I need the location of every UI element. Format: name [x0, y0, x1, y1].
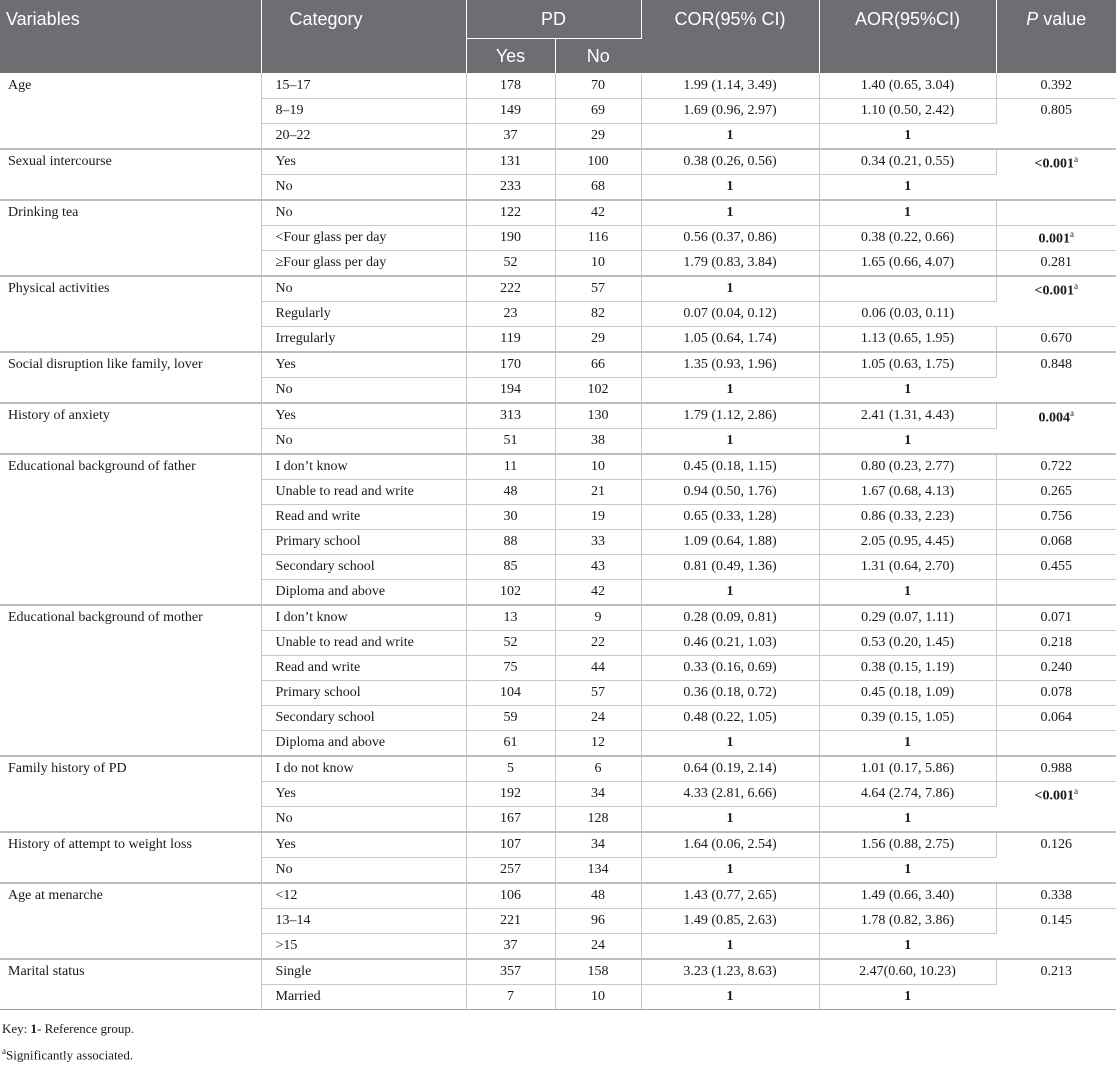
p-value-cell [996, 530, 1116, 555]
cor-cell: 1.09 (0.64, 1.88) [641, 530, 819, 555]
p-value: 0.265 [1040, 484, 1073, 499]
pd-no-cell: 44 [555, 656, 641, 681]
category-cell: Secondary school [261, 555, 466, 580]
pd-no-cell: 116 [555, 226, 641, 251]
pd-no-cell: 42 [555, 580, 641, 606]
pd-yes-cell: 48 [466, 480, 555, 505]
p-value-cell [996, 403, 1116, 454]
pd-yes-cell: 194 [466, 378, 555, 404]
pd-no-cell: 22 [555, 631, 641, 656]
significance-mark: a [1074, 786, 1078, 796]
p-value: 0.218 [1040, 635, 1073, 650]
pd-yes-cell: 37 [466, 934, 555, 960]
header-p-italic: P [1026, 9, 1039, 29]
aor-cell: 1 [819, 934, 996, 960]
pd-no-cell: 100 [555, 149, 641, 175]
cor-cell: 0.56 (0.37, 0.86) [641, 226, 819, 251]
pd-yes-cell: 149 [466, 99, 555, 124]
p-value-cell [996, 74, 1116, 99]
pd-yes-cell: 30 [466, 505, 555, 530]
table-row [0, 605, 1116, 631]
category-cell: No [261, 200, 466, 226]
category-cell: Yes [261, 403, 466, 429]
category-cell: <12 [261, 883, 466, 909]
cor-cell: 0.33 (0.16, 0.69) [641, 656, 819, 681]
p-value: 0.455 [1040, 559, 1073, 574]
pd-yes-cell: 190 [466, 226, 555, 251]
aor-cell: 4.64 (2.74, 7.86) [819, 782, 996, 807]
cor-cell: 1 [641, 124, 819, 150]
category-cell: No [261, 429, 466, 455]
variable-cell: Educational background of father [0, 454, 261, 605]
p-value-cell [996, 731, 1116, 757]
category-cell: <Four glass per day [261, 226, 466, 251]
pd-no-cell: 43 [555, 555, 641, 580]
aor-cell: 0.86 (0.33, 2.23) [819, 505, 996, 530]
pd-yes-cell: 13 [466, 605, 555, 631]
category-cell: Yes [261, 832, 466, 858]
header-category: Category [261, 0, 466, 74]
p-value-cell [996, 832, 1116, 883]
significance-mark: a [1070, 228, 1075, 239]
pd-yes-cell: 7 [466, 985, 555, 1010]
category-cell: Read and write [261, 656, 466, 681]
pd-no-cell: 57 [555, 681, 641, 706]
variable-cell: Drinking tea [0, 200, 261, 276]
pd-no-cell: 128 [555, 807, 641, 833]
cor-cell: 1 [641, 200, 819, 226]
table-row [0, 454, 1116, 480]
pd-yes-cell: 313 [466, 403, 555, 429]
header-pd-yes: Yes [466, 39, 555, 74]
footnote-key-bold: 1 [30, 1021, 38, 1036]
table-header [0, 0, 1116, 74]
variable-cell: History of anxiety [0, 403, 261, 454]
pd-no-cell: 68 [555, 175, 641, 201]
aor-cell: 2.05 (0.95, 4.45) [819, 530, 996, 555]
p-value-cell [996, 251, 1116, 277]
category-cell: Yes [261, 149, 466, 175]
header-variables: Variables [0, 0, 261, 74]
cor-cell: 4.33 (2.81, 6.66) [641, 782, 819, 807]
p-value: 0.392 [1040, 78, 1073, 93]
p-value-cell [996, 454, 1116, 480]
cor-cell: 0.46 (0.21, 1.03) [641, 631, 819, 656]
cor-cell: 0.28 (0.09, 0.81) [641, 605, 819, 631]
pd-yes-cell: 221 [466, 909, 555, 934]
pd-no-cell: 10 [555, 985, 641, 1010]
p-value-cell [996, 656, 1116, 681]
aor-cell: 1.40 (0.65, 3.04) [819, 74, 996, 99]
aor-cell: 0.06 (0.03, 0.11) [819, 302, 996, 327]
footnote-significance [2, 1040, 1116, 1062]
category-cell: Diploma and above [261, 731, 466, 757]
header-pd-no: No [555, 39, 641, 74]
p-value-cell [996, 352, 1116, 403]
cor-cell: 1 [641, 934, 819, 960]
pd-yes-cell: 119 [466, 327, 555, 353]
aor-cell: 1 [819, 985, 996, 1010]
pd-no-cell: 33 [555, 530, 641, 555]
table-row [0, 276, 1116, 302]
p-value: <0.001 [1034, 156, 1074, 172]
pd-no-cell: 24 [555, 934, 641, 960]
pd-yes-cell: 170 [466, 352, 555, 378]
category-cell: Diploma and above [261, 580, 466, 606]
category-cell: Yes [261, 782, 466, 807]
p-value-cell [996, 756, 1116, 782]
pd-no-cell: 34 [555, 782, 641, 807]
p-value-cell [996, 226, 1116, 251]
cor-cell: 1.79 (1.12, 2.86) [641, 403, 819, 429]
variable-cell: Age at menarche [0, 883, 261, 959]
header-pd: PD [466, 0, 641, 39]
pd-yes-cell: 106 [466, 883, 555, 909]
significance-mark: a [1070, 408, 1075, 418]
aor-cell: 1 [819, 378, 996, 404]
pd-no-cell: 21 [555, 480, 641, 505]
aor-cell: 2.41 (1.31, 4.43) [819, 403, 996, 429]
pd-no-cell: 42 [555, 200, 641, 226]
category-cell: Single [261, 959, 466, 985]
cor-cell: 0.48 (0.22, 1.05) [641, 706, 819, 731]
pd-no-cell: 10 [555, 251, 641, 277]
table-row [0, 883, 1116, 909]
table-body [0, 74, 1116, 1010]
p-value: 0.988 [1040, 761, 1073, 776]
footnote-key-rest: - Reference group. [37, 1021, 135, 1036]
p-value-cell [996, 276, 1116, 327]
pd-yes-cell: 222 [466, 276, 555, 302]
aor-cell: 1 [819, 580, 996, 606]
cor-cell: 1 [641, 429, 819, 455]
pd-yes-cell: 357 [466, 959, 555, 985]
cor-cell: 1.64 (0.06, 2.54) [641, 832, 819, 858]
significance-mark: a [1074, 281, 1078, 291]
p-value: 0.281 [1040, 255, 1073, 270]
p-value-cell [996, 681, 1116, 706]
aor-cell: 1.05 (0.63, 1.75) [819, 352, 996, 378]
p-value-cell [996, 200, 1116, 226]
pd-no-cell: 96 [555, 909, 641, 934]
category-cell: Yes [261, 352, 466, 378]
pd-yes-cell: 37 [466, 124, 555, 150]
p-value-cell [996, 782, 1116, 833]
p-value-cell [996, 959, 1116, 1010]
category-cell: Read and write [261, 505, 466, 530]
pd-yes-cell: 52 [466, 631, 555, 656]
header-p-value [996, 0, 1116, 74]
aor-cell: 1 [819, 175, 996, 201]
category-cell: Married [261, 985, 466, 1010]
p-value: 0.670 [1040, 331, 1073, 346]
variable-cell: History of attempt to weight loss [0, 832, 261, 883]
aor-cell: 1 [819, 731, 996, 757]
pd-no-cell: 29 [555, 124, 641, 150]
variable-cell: Educational background of mother [0, 605, 261, 756]
category-cell: No [261, 378, 466, 404]
pd-no-cell: 48 [555, 883, 641, 909]
category-cell: 15–17 [261, 74, 466, 99]
p-value: 0.064 [1040, 710, 1073, 725]
pd-yes-cell: 5 [466, 756, 555, 782]
aor-cell: 0.45 (0.18, 1.09) [819, 681, 996, 706]
cor-cell: 0.81 (0.49, 1.36) [641, 555, 819, 580]
cor-cell: 3.23 (1.23, 8.63) [641, 959, 819, 985]
pd-no-cell: 6 [555, 756, 641, 782]
pd-no-cell: 57 [555, 276, 641, 302]
pd-no-cell: 66 [555, 352, 641, 378]
p-value-cell [996, 631, 1116, 656]
header-aor: AOR(95%CI) [819, 0, 996, 74]
cor-cell: 0.65 (0.33, 1.28) [641, 505, 819, 530]
aor-cell: 1 [819, 124, 996, 150]
pd-no-cell: 9 [555, 605, 641, 631]
cor-cell: 0.38 (0.26, 0.56) [641, 149, 819, 175]
aor-cell: 1.13 (0.65, 1.95) [819, 327, 996, 353]
variable-cell: Age [0, 74, 261, 150]
aor-cell: 0.34 (0.21, 0.55) [819, 149, 996, 175]
p-value: <0.001 [1034, 788, 1074, 804]
table-row [0, 149, 1116, 175]
aor-cell: 0.38 (0.15, 1.19) [819, 656, 996, 681]
p-value: 0.004 [1038, 410, 1071, 426]
pd-no-cell: 70 [555, 74, 641, 99]
pd-no-cell: 29 [555, 327, 641, 353]
cor-cell: 1.49 (0.85, 2.63) [641, 909, 819, 934]
header-cor: COR(95% CI) [641, 0, 819, 74]
pd-yes-cell: 52 [466, 251, 555, 277]
pd-no-cell: 19 [555, 505, 641, 530]
cor-cell: 0.07 (0.04, 0.12) [641, 302, 819, 327]
aor-cell: 1 [819, 200, 996, 226]
aor-cell: 1.49 (0.66, 3.40) [819, 883, 996, 909]
category-cell: Primary school [261, 530, 466, 555]
aor-cell: 1.56 (0.88, 2.75) [819, 832, 996, 858]
pd-yes-cell: 233 [466, 175, 555, 201]
category-cell: Primary school [261, 681, 466, 706]
category-cell: I don’t know [261, 605, 466, 631]
pd-no-cell: 130 [555, 403, 641, 429]
aor-cell: 0.38 (0.22, 0.66) [819, 226, 996, 251]
pd-yes-cell: 88 [466, 530, 555, 555]
aor-cell: 0.39 (0.15, 1.05) [819, 706, 996, 731]
significance-mark: a [1074, 154, 1078, 164]
p-value-cell [996, 327, 1116, 353]
p-value: 0.240 [1040, 660, 1073, 675]
pd-no-cell: 82 [555, 302, 641, 327]
aor-cell: 1.67 (0.68, 4.13) [819, 480, 996, 505]
category-cell: Secondary school [261, 706, 466, 731]
p-value-cell [996, 99, 1116, 150]
aor-cell: 1.31 (0.64, 2.70) [819, 555, 996, 580]
pd-yes-cell: 167 [466, 807, 555, 833]
cor-cell: 1 [641, 378, 819, 404]
table-row [0, 832, 1116, 858]
pd-yes-cell: 23 [466, 302, 555, 327]
category-cell: ≥Four glass per day [261, 251, 466, 277]
category-cell: No [261, 276, 466, 302]
footnote-key-label: Key: [2, 1021, 31, 1036]
p-value-cell [996, 706, 1116, 731]
pd-no-cell: 12 [555, 731, 641, 757]
variable-cell: Social disruption like family, lover [0, 352, 261, 403]
cor-cell: 1.69 (0.96, 2.97) [641, 99, 819, 124]
p-value-cell [996, 909, 1116, 960]
cor-cell: 0.45 (0.18, 1.15) [641, 454, 819, 480]
variable-cell: Family history of PD [0, 756, 261, 832]
aor-cell: 0.80 (0.23, 2.77) [819, 454, 996, 480]
p-value: 0.848 [1040, 357, 1073, 372]
aor-cell: 1 [819, 807, 996, 833]
p-value: 0.071 [1040, 610, 1073, 625]
aor-cell: 2.47(0.60, 10.23) [819, 959, 996, 985]
category-cell: 13–14 [261, 909, 466, 934]
category-cell: 8–19 [261, 99, 466, 124]
variable-cell: Physical activities [0, 276, 261, 352]
category-cell: Unable to read and write [261, 480, 466, 505]
p-value-cell [996, 149, 1116, 200]
pd-no-cell: 102 [555, 378, 641, 404]
pd-yes-cell: 107 [466, 832, 555, 858]
aor-cell: 0.29 (0.07, 1.11) [819, 605, 996, 631]
pd-no-cell: 158 [555, 959, 641, 985]
p-value: <0.001 [1034, 283, 1074, 299]
p-value: 0.338 [1040, 888, 1073, 903]
category-cell: No [261, 175, 466, 201]
p-value: 0.722 [1040, 459, 1073, 474]
aor-cell: 1.78 (0.82, 3.86) [819, 909, 996, 934]
table-row [0, 403, 1116, 429]
footnotes [0, 1018, 1116, 1062]
table-row [0, 352, 1116, 378]
footnote-sig-text: Significantly associated. [6, 1047, 134, 1063]
cor-cell: 1 [641, 276, 819, 302]
cor-cell: 1 [641, 807, 819, 833]
variable-cell: Sexual intercourse [0, 149, 261, 200]
category-cell: I do not know [261, 756, 466, 782]
pd-yes-cell: 131 [466, 149, 555, 175]
cor-cell: 1.79 (0.83, 3.84) [641, 251, 819, 277]
category-cell: 20–22 [261, 124, 466, 150]
p-value-cell [996, 480, 1116, 505]
cor-cell: 0.94 (0.50, 1.76) [641, 480, 819, 505]
category-cell: >15 [261, 934, 466, 960]
p-value-cell [996, 580, 1116, 606]
p-value-cell [996, 883, 1116, 909]
pd-yes-cell: 104 [466, 681, 555, 706]
p-value: 0.001 [1038, 231, 1071, 247]
footnote-key [2, 1018, 1116, 1040]
pd-no-cell: 10 [555, 454, 641, 480]
pd-yes-cell: 85 [466, 555, 555, 580]
pd-yes-cell: 61 [466, 731, 555, 757]
aor-cell: 1.10 (0.50, 2.42) [819, 99, 996, 124]
aor-cell: 1.01 (0.17, 5.86) [819, 756, 996, 782]
footnote-sig-sup: a [2, 1046, 6, 1056]
p-value: 0.213 [1040, 964, 1073, 979]
table-row [0, 756, 1116, 782]
p-value-cell [996, 555, 1116, 580]
category-cell: No [261, 807, 466, 833]
pd-yes-cell: 51 [466, 429, 555, 455]
aor-cell: 1.65 (0.66, 4.07) [819, 251, 996, 277]
table-row [0, 959, 1116, 985]
pd-no-cell: 134 [555, 858, 641, 884]
p-value-cell [996, 505, 1116, 530]
table-row [0, 200, 1116, 226]
pd-no-cell: 34 [555, 832, 641, 858]
cor-cell: 1 [641, 175, 819, 201]
pd-yes-cell: 11 [466, 454, 555, 480]
p-value: 0.145 [1040, 913, 1073, 928]
p-value-cell [996, 605, 1116, 631]
header-p-rest: value [1038, 9, 1087, 29]
cor-cell: 1.43 (0.77, 2.65) [641, 883, 819, 909]
category-cell: Unable to read and write [261, 631, 466, 656]
aor-cell: 0.53 (0.20, 1.45) [819, 631, 996, 656]
category-cell: No [261, 858, 466, 884]
pd-yes-cell: 75 [466, 656, 555, 681]
p-value: 0.756 [1040, 509, 1073, 524]
pd-yes-cell: 59 [466, 706, 555, 731]
pd-yes-cell: 178 [466, 74, 555, 99]
cor-cell: 0.64 (0.19, 2.14) [641, 756, 819, 782]
category-cell: I don’t know [261, 454, 466, 480]
cor-cell: 1 [641, 580, 819, 606]
pd-yes-cell: 257 [466, 858, 555, 884]
aor-cell: 1 [819, 429, 996, 455]
category-cell: Irregularly [261, 327, 466, 353]
p-value: 0.805 [1040, 103, 1073, 118]
cor-cell: 0.36 (0.18, 0.72) [641, 681, 819, 706]
p-value: 0.126 [1040, 837, 1073, 852]
pd-yes-cell: 102 [466, 580, 555, 606]
pd-yes-cell: 122 [466, 200, 555, 226]
pd-yes-cell: 192 [466, 782, 555, 807]
aor-cell [819, 276, 996, 302]
aor-cell: 1 [819, 858, 996, 884]
pd-no-cell: 38 [555, 429, 641, 455]
cor-cell: 1 [641, 858, 819, 884]
pd-no-cell: 24 [555, 706, 641, 731]
cor-cell: 1 [641, 731, 819, 757]
variable-cell: Marital status [0, 959, 261, 1010]
category-cell: Regularly [261, 302, 466, 327]
cor-cell: 1.05 (0.64, 1.74) [641, 327, 819, 353]
p-value: 0.078 [1040, 685, 1073, 700]
cor-cell: 1.99 (1.14, 3.49) [641, 74, 819, 99]
cor-cell: 1 [641, 985, 819, 1010]
cor-cell: 1.35 (0.93, 1.96) [641, 352, 819, 378]
pd-no-cell: 69 [555, 99, 641, 124]
p-value: 0.068 [1040, 534, 1073, 549]
table-row [0, 74, 1116, 99]
